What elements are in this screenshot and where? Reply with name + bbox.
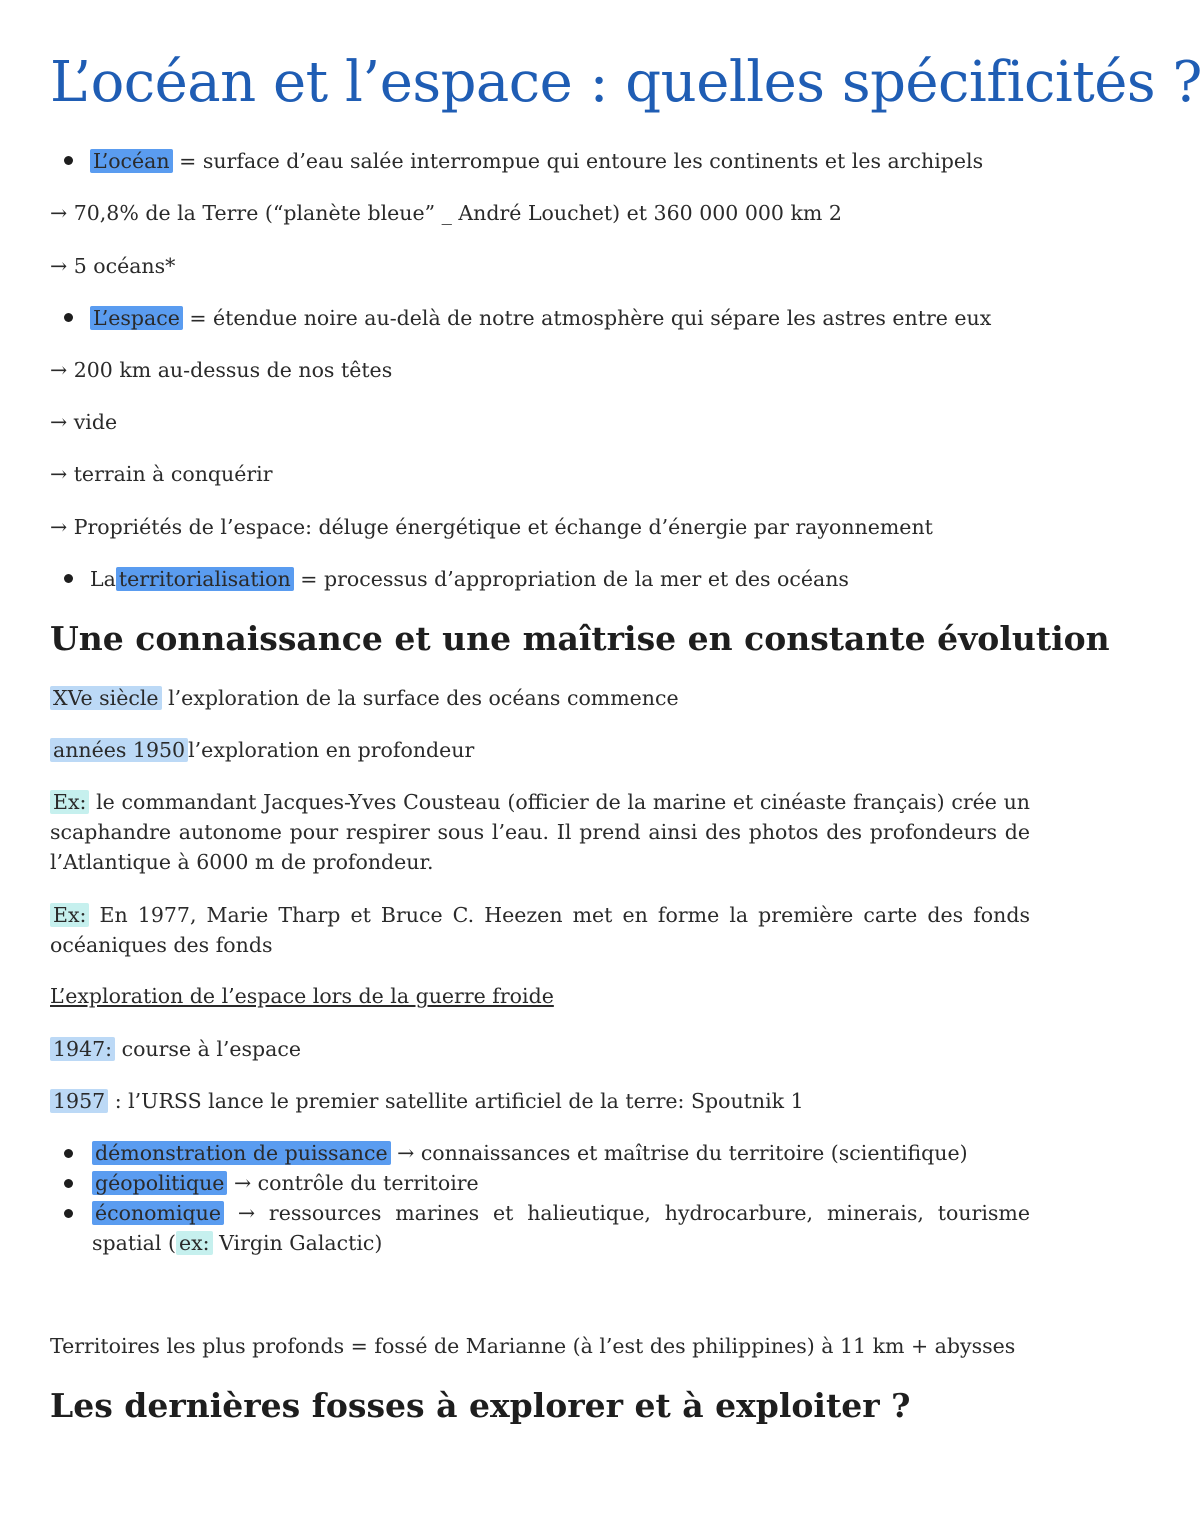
espace-point: → Propriétés de l’espace: déluge énergétique et échange d’énergie par rayonnement [50,515,933,539]
example-tag: Ex: [50,903,89,927]
example-tag: ex: [176,1231,213,1255]
date-tag: 1947: [50,1037,115,1061]
timeline-1957 [50,1086,1030,1116]
timeline-1947 [50,1034,1030,1064]
ocean-term: L’océan [90,149,173,173]
ocean-definition [64,146,1030,176]
section-heading: Les dernières fosses à explorer et à exploiter ? [50,1386,911,1425]
bullet-icon [64,1209,73,1218]
ocean-point: → 70,8% de la Terre (“planète bleue” _ André Louchet) et 360 000 000 km 2 [50,201,842,225]
example-text: En 1977, Marie Tharp et Bruce C. Heezen met en forme la première carte des fonds océaniques des fonds [50,903,1030,957]
timeline-text: l’exploration de la surface des océans commence [161,686,679,710]
stake-text: → connaissances et maîtrise du territoire (scientifique) [390,1141,968,1165]
bullet-icon [64,574,73,583]
timeline-text: l’exploration en profondeur [188,738,475,762]
example-cousteau [50,787,1030,877]
espace-point: → vide [50,410,118,434]
section-heading: Une connaissance et une maîtrise en constante évolution [50,619,1110,658]
example-text: le commandant Jacques-Yves Cousteau (officier de la marine et cinéaste français) crée un scaphandre autonome pour respirer sous l’eau. Il prend ainsi des photos des profondeurs de l’Atlantique à 6000 m de profondeur. [50,790,1030,874]
stake-term: économique [92,1201,224,1225]
espace-term: L’espace [90,306,183,330]
stake-text: → ressources marines et halieutique, hydrocarbure, minerais, tourisme spatial ( [92,1201,1030,1255]
example-tharp [50,900,1030,960]
timeline-1950 [50,735,1030,765]
espace-definition [64,303,1030,333]
timeline-text: : l’URSS lance le premier satellite artificiel de la terre: Spoutnik 1 [108,1089,804,1113]
espace-point: → 200 km au-dessus de nos têtes [50,358,393,382]
bullet-icon [64,1149,73,1158]
espace-def: = étendue noire au-delà de notre atmosphère qui sépare les astres entre eux [189,306,992,330]
list-item [64,1138,1030,1168]
subheading-cold-war: L’exploration de l’espace lors de la guerre froide [50,984,554,1008]
deepest-territories: Territoires les plus profonds = fossé de Marianne (à l’est des philippines) à 11 km + abysses [50,1334,1016,1358]
date-tag: années 1950 [50,738,188,762]
page-title: L’océan et l’espace : quelles spécificités ? [50,50,1202,115]
stake-text: → contrôle du territoire [227,1171,479,1195]
ocean-point: → 5 océans* [50,254,176,278]
timeline-text: course à l’espace [115,1037,302,1061]
example-tag: Ex: [50,790,89,814]
ocean-def: = surface d’eau salée interrompue qui entoure les continents et les archipels [179,149,984,173]
stakes-list [64,1138,1030,1258]
timeline-xv [50,683,1030,713]
list-item [64,1168,1030,1198]
list-item [64,1198,1030,1258]
bullet-icon [64,156,73,165]
territ-prefix: La [90,567,116,591]
territ-term: territorialisation [116,567,294,591]
territ-def: = processus d’appropriation de la mer et des océans [300,567,849,591]
stake-term: géopolitique [92,1171,227,1195]
date-tag: XVe siècle [50,686,162,710]
stake-term: démonstration de puissance [92,1141,391,1165]
bullet-icon [64,313,73,322]
stake-text-after: Virgin Galactic) [212,1231,383,1255]
espace-point: → terrain à conquérir [50,462,273,486]
date-tag: 1957 [50,1089,108,1113]
territorialisation-definition [64,564,1030,594]
bullet-icon [64,1179,73,1188]
